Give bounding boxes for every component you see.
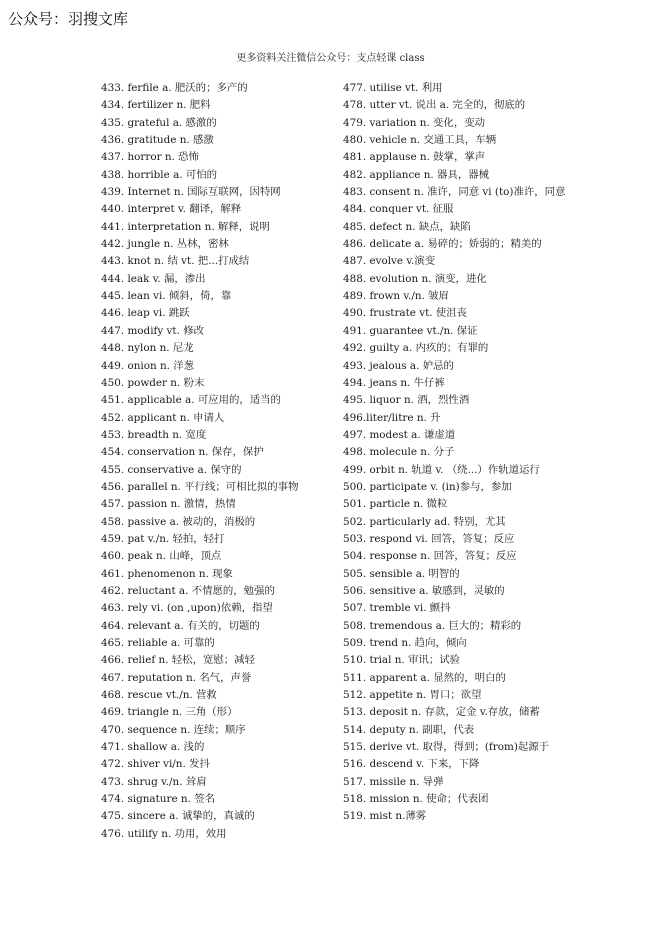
vocab-entry: 447. modify vt. 修改 bbox=[101, 324, 204, 337]
vocab-entry: 511. apparent a. 显然的，明白的 bbox=[343, 671, 506, 684]
vocab-entry: 441. interpretation n. 解释，说明 bbox=[101, 220, 270, 233]
vocab-entry: 514. deputy n. 副职，代表 bbox=[343, 723, 475, 736]
vocab-entry: 493. jealous a. 妒忌的 bbox=[343, 359, 454, 372]
vocab-entry: 465. reliable a. 可靠的 bbox=[101, 637, 215, 649]
vocab-entry: 480. vehicle n. 交通工具，车辆 bbox=[343, 134, 497, 147]
vocab-entry: 446. leap vi. 跳跃 bbox=[101, 307, 190, 320]
vocab-entry: 479. variation n. 变化，变动 bbox=[343, 116, 485, 129]
vocab-entry: 501. particle n. 微粒 bbox=[343, 498, 448, 511]
vocab-column-right bbox=[343, 80, 578, 826]
vocab-entry: 467. reputation n. 名气，声誉 bbox=[101, 671, 252, 684]
vocab-entry: 468. rescue vt./n. 营救 bbox=[101, 689, 217, 702]
vocab-entry: 498. molecule n. 分子 bbox=[343, 446, 455, 459]
vocab-entry: 469. triangle n. 三角（形） bbox=[101, 706, 238, 719]
vocab-entry: 452. applicant n. 申请人 bbox=[101, 411, 225, 424]
vocab-entry: 515. derive vt. 取得，得到；(from)起源于 bbox=[343, 741, 550, 754]
vocab-entry: 433. ferfile a. 肥沃的；多产的 bbox=[101, 82, 248, 94]
vocab-entry: 454. conservation n. 保存，保护 bbox=[101, 446, 264, 459]
vocab-entry: 512. appetite n. 胃口；欲望 bbox=[343, 689, 482, 702]
vocab-entry: 509. trend n. 趋向，倾向 bbox=[343, 637, 467, 649]
vocab-entry: 505. sensible a. 明智的 bbox=[343, 567, 460, 580]
vocab-entry: 481. applause n. 鼓掌，掌声 bbox=[343, 151, 486, 164]
vocab-entry: 506. sensitive a. 敏感到，灵敏的 bbox=[343, 584, 505, 597]
vocab-entry: 492. guilty a. 内疚的；有罪的 bbox=[343, 342, 489, 355]
vocab-entry: 442. jungle n. 丛林，密林 bbox=[101, 238, 229, 251]
vocab-entry: 516. descend v. 下来，下降 bbox=[343, 758, 480, 771]
vocab-entry: 464. relevant a. 有关的，切题的 bbox=[101, 619, 260, 632]
watermark: 公众号：羽搜文库 bbox=[8, 10, 129, 28]
vocab-entry: 483. consent n. 准许，同意 vi (to)准许，同意 bbox=[343, 186, 566, 199]
vocab-entry: 508. tremendous a. 巨大的；精彩的 bbox=[343, 619, 522, 632]
vocab-entry: 474. signature n. 签名 bbox=[101, 793, 215, 806]
vocab-entry: 513. deposit n. 存款，定金 v.存放，储蓄 bbox=[343, 706, 540, 719]
vocab-entry: 458. passive a. 被动的，消极的 bbox=[101, 515, 256, 528]
vocab-entry: 489. frown v./n. 皱眉 bbox=[343, 290, 449, 303]
vocab-entry: 499. orbit n. 轨道 v. （绕...）作轨道运行 bbox=[343, 463, 540, 476]
vocab-entry: 463. rely vi. (on ,upon)依赖，指望 bbox=[101, 602, 273, 615]
vocab-entry: 440. interpret v. 翻译，解释 bbox=[101, 203, 242, 216]
vocab-entry: 477. utilise vt. 利用 bbox=[343, 82, 443, 94]
vocab-entry: 500. participate v. (in)参与，参加 bbox=[343, 480, 512, 493]
page-header: 更多资料关注微信公众号：支点轻课 class bbox=[236, 53, 425, 64]
vocab-entry: 488. evolution n. 演变，进化 bbox=[343, 272, 487, 285]
vocab-entry: 490. frustrate vt. 使沮丧 bbox=[343, 307, 468, 320]
vocab-entry: 491. guarantee vt./n. 保证 bbox=[343, 324, 478, 337]
vocab-entry: 496.liter/litre n. 升 bbox=[343, 411, 441, 424]
vocab-entry: 504. response n. 回答，答复；反应 bbox=[343, 550, 517, 563]
vocab-entry: 444. leak v. 漏，渗出 bbox=[101, 272, 206, 285]
vocab-entry: 510. trial n. 审讯；试验 bbox=[343, 654, 460, 667]
vocab-entry: 486. delicate a. 易碎的；娇弱的；精美的 bbox=[343, 238, 542, 251]
vocab-entry: 494. jeans n. 牛仔裤 bbox=[343, 376, 445, 389]
vocab-entry: 438. horrible a. 可怕的 bbox=[101, 168, 218, 181]
vocab-entry: 449. onion n. 洋葱 bbox=[101, 359, 195, 372]
vocab-entry: 487. evolve v.演变 bbox=[343, 255, 436, 268]
vocab-entry: 507. tremble vi. 颤抖 bbox=[343, 602, 451, 615]
vocab-entry: 434. fertilizer n. 肥料 bbox=[101, 99, 211, 112]
vocab-entry: 453. breadth n. 宽度 bbox=[101, 428, 207, 441]
vocab-entry: 451. applicable a. 可应用的，适当的 bbox=[101, 394, 281, 407]
vocab-entry: 461. phenomenon n. 现象 bbox=[101, 567, 233, 580]
vocab-entry: 437. horror n. 恐怖 bbox=[101, 151, 199, 164]
vocab-entry: 519. mist n.薄雾 bbox=[343, 810, 427, 823]
vocab-entry: 471. shallow a. 浅的 bbox=[101, 741, 205, 754]
vocab-entry: 439. Internet n. 国际互联网，因特网 bbox=[101, 186, 281, 199]
vocab-entry: 476. utilify n. 功用，效用 bbox=[101, 827, 227, 840]
vocab-entry: 436. gratitude n. 感激 bbox=[101, 134, 214, 147]
vocab-entry: 484. conquer vt. 征服 bbox=[343, 203, 454, 216]
vocab-entry: 472. shiver vi/n. 发抖 bbox=[101, 758, 210, 771]
vocab-entry: 502. particularly ad. 特别，尤其 bbox=[343, 515, 506, 528]
vocab-entry: 495. liquor n. 酒，烈性酒 bbox=[343, 394, 470, 407]
vocab-entry: 485. defect n. 缺点，缺陷 bbox=[343, 220, 471, 233]
vocab-entry: 475. sincere a. 诚挚的，真诚的 bbox=[101, 810, 255, 823]
vocab-entry: 435. grateful a. 感激的 bbox=[101, 116, 217, 129]
vocab-entry: 470. sequence n. 连续；顺序 bbox=[101, 723, 246, 736]
vocab-entry: 456. parallel n. 平行线；可相比拟的事物 bbox=[101, 480, 299, 493]
vocab-entry: 459. pat v./n. 轻拍，轻打 bbox=[101, 532, 225, 545]
vocab-entry: 450. powder n. 粉末 bbox=[101, 376, 205, 389]
vocab-entry: 455. conservative a. 保守的 bbox=[101, 463, 242, 476]
vocab-column-left bbox=[101, 80, 336, 843]
vocab-entry: 448. nylon n. 尼龙 bbox=[101, 342, 194, 355]
vocab-entry: 482. appliance n. 器具，器械 bbox=[343, 168, 489, 181]
vocab-entry: 473. shrug v./n. 耸肩 bbox=[101, 775, 207, 788]
vocab-entry: 517. missile n. 导弹 bbox=[343, 775, 444, 788]
vocab-entry: 445. lean vi. 倾斜，倚，靠 bbox=[101, 290, 232, 303]
vocab-entry: 457. passion n. 激情，热情 bbox=[101, 498, 236, 511]
vocab-entry: 497. modest a. 谦虚道 bbox=[343, 428, 456, 441]
vocab-entry: 460. peak n. 山峰，顶点 bbox=[101, 550, 222, 563]
vocab-entry: 462. reluctant a. 不情愿的，勉强的 bbox=[101, 584, 275, 597]
vocab-entry: 466. relief n. 轻松，宽慰；减轻 bbox=[101, 654, 255, 667]
vocab-entry: 518. mission n. 使命；代表团 bbox=[343, 793, 489, 806]
vocab-entry: 478. utter vt. 说出 a. 完全的，彻底的 bbox=[343, 99, 526, 112]
vocab-entry: 503. respond vi. 回答，答复；反应 bbox=[343, 532, 515, 545]
vocab-entry: 443. knot n. 结 vt. 把...打成结 bbox=[101, 255, 250, 268]
